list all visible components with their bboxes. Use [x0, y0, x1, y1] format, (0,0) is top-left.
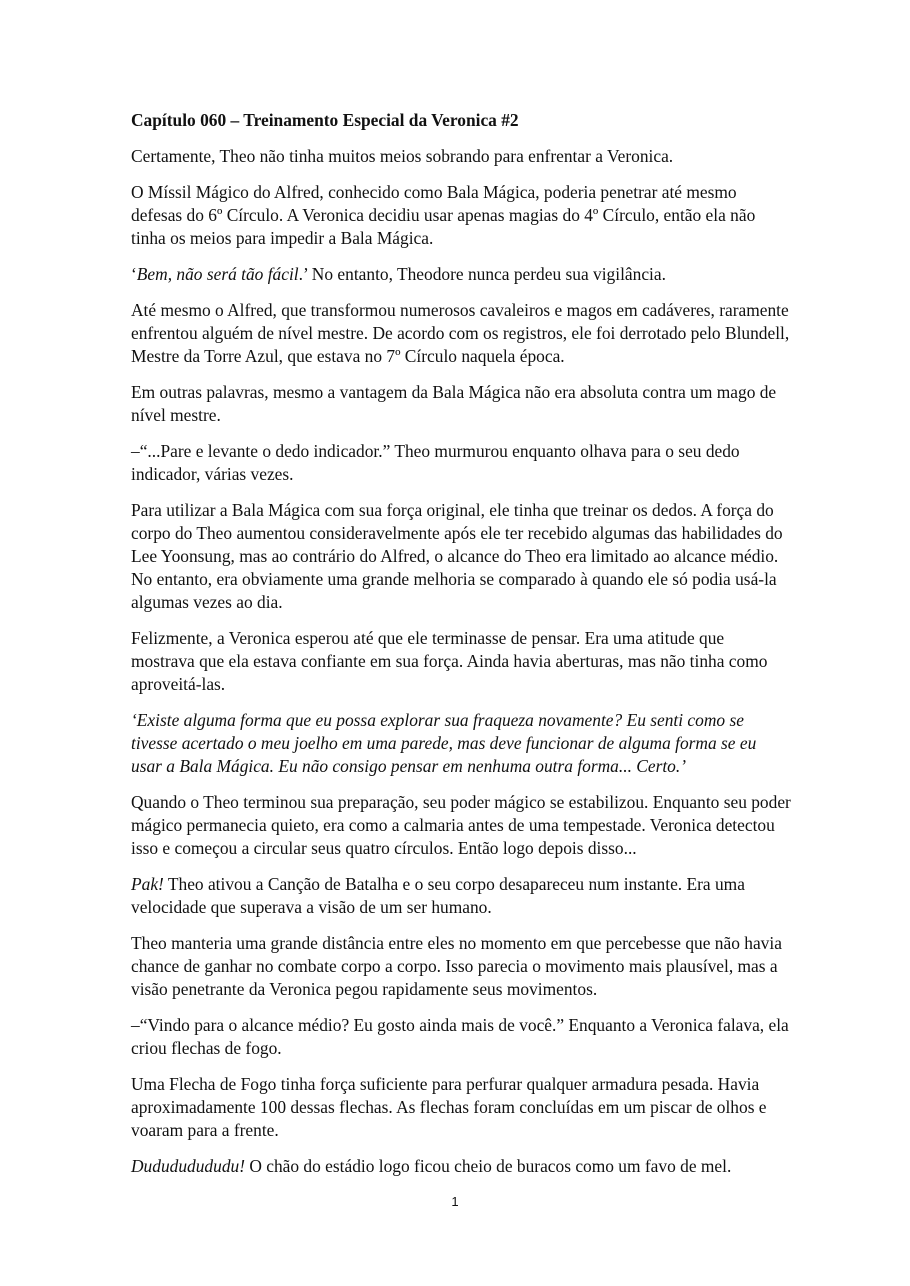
- paragraph: [131, 181, 791, 250]
- paragraph: [131, 627, 791, 696]
- text-run: Uma Flecha de Fogo tinha força suficiente para perfurar qualquer armadura pesada. Havia aproximadamente 100 dessas flechas. As flechas foram concluídas em um piscar de olhos e voaram para a frente.: [131, 1074, 767, 1140]
- text-run: .’ No entanto, Theodore nunca perdeu sua vigilância.: [298, 264, 666, 284]
- paragraph: [131, 440, 791, 486]
- italic-text-run: ‘Existe alguma forma que eu possa explorar sua fraqueza novamente? Eu senti como se tivesse acertado o meu joelho em uma parede, mas deve funcionar de alguma forma se eu usar a Bala Mágica. Eu não consigo pensar em nenhuma outra forma... Certo.’: [131, 710, 757, 776]
- text-run: Theo ativou a Canção de Batalha e o seu corpo desapareceu num instante. Era uma velocidade que superava a visão de um ser humano.: [131, 874, 745, 917]
- paragraph: [131, 1155, 791, 1178]
- document-body: [131, 109, 791, 1191]
- paragraph: [131, 145, 791, 168]
- chapter-title: Capítulo 060 – Treinamento Especial da Veronica #2: [131, 110, 519, 130]
- paragraph: [131, 381, 791, 427]
- page-number: 1: [451, 1194, 459, 1209]
- text-run: ‘: [131, 264, 137, 284]
- paragraph: [131, 791, 791, 860]
- italic-text-run: Bem, não será tão fácil: [136, 264, 299, 284]
- paragraph: [131, 1014, 791, 1060]
- text-run: Felizmente, a Veronica esperou até que ele terminasse de pensar. Era uma atitude que mostrava que ela estava confiante em sua força. Ainda havia aberturas, mas não tinha como aproveitá-las.: [131, 628, 768, 694]
- paragraph: [131, 263, 791, 286]
- paragraph: [131, 873, 791, 919]
- paragraph: [131, 499, 791, 614]
- paragraph-list: [131, 145, 791, 1178]
- text-run: Para utilizar a Bala Mágica com sua força original, ele tinha que treinar os dedos. A força do corpo do Theo aumentou consideravelmente após ele ter recebido algumas das habilidades do Lee Yoonsung, mas ao contrário do Alfred, o alcance do Theo era limitado ao alcance médio. No entanto, era obviamente uma grande melhoria se comparado à quando ele só podia usá-la algumas vezes ao dia.: [131, 500, 783, 612]
- paragraph: [131, 709, 791, 778]
- text-run: O Míssil Mágico do Alfred, conhecido como Bala Mágica, poderia penetrar até mesmo defesas do 6º Círculo. A Veronica decidiu usar apenas magias do 4º Círculo, então ela não tinha os meios para impedir a Bala Mágica.: [131, 182, 756, 248]
- text-run: Quando o Theo terminou sua preparação, seu poder mágico se estabilizou. Enquanto seu poder mágico permanecia quieto, era como a calmaria antes de uma tempestade. Veronica detectou isso e começou a circular seus quatro círculos. Então logo depois disso...: [131, 792, 791, 858]
- paragraph: [131, 299, 791, 368]
- italic-text-run: Pak!: [131, 874, 164, 894]
- paragraph: [131, 1073, 791, 1142]
- text-run: Até mesmo o Alfred, que transformou numerosos cavaleiros e magos em cadáveres, raramente enfrentou alguém de nível mestre. De acordo com os registros, ele foi derrotado pelo Blundell, Mestre da Torre Azul, que estava no 7º Círculo naquela época.: [131, 300, 790, 366]
- text-run: O chão do estádio logo ficou cheio de buracos como um favo de mel.: [245, 1156, 732, 1176]
- text-run: –“Vindo para o alcance médio? Eu gosto ainda mais de você.” Enquanto a Veronica falava, ela criou flechas de fogo.: [131, 1015, 789, 1058]
- text-run: Theo manteria uma grande distância entre eles no momento em que percebesse que não havia chance de ganhar no combate corpo a corpo. Isso parecia o movimento mais plausível, mas a visão penetrante da Veronica pegou rapidamente seus movimentos.: [131, 933, 782, 999]
- text-run: –“...Pare e levante o dedo indicador.” Theo murmurou enquanto olhava para o seu dedo indicador, várias vezes.: [131, 441, 740, 484]
- italic-text-run: Dudududududu!: [131, 1156, 245, 1176]
- text-run: Certamente, Theo não tinha muitos meios sobrando para enfrentar a Veronica.: [131, 146, 674, 166]
- paragraph: [131, 932, 791, 1001]
- text-run: Em outras palavras, mesmo a vantagem da Bala Mágica não era absoluta contra um mago de nível mestre.: [131, 382, 777, 425]
